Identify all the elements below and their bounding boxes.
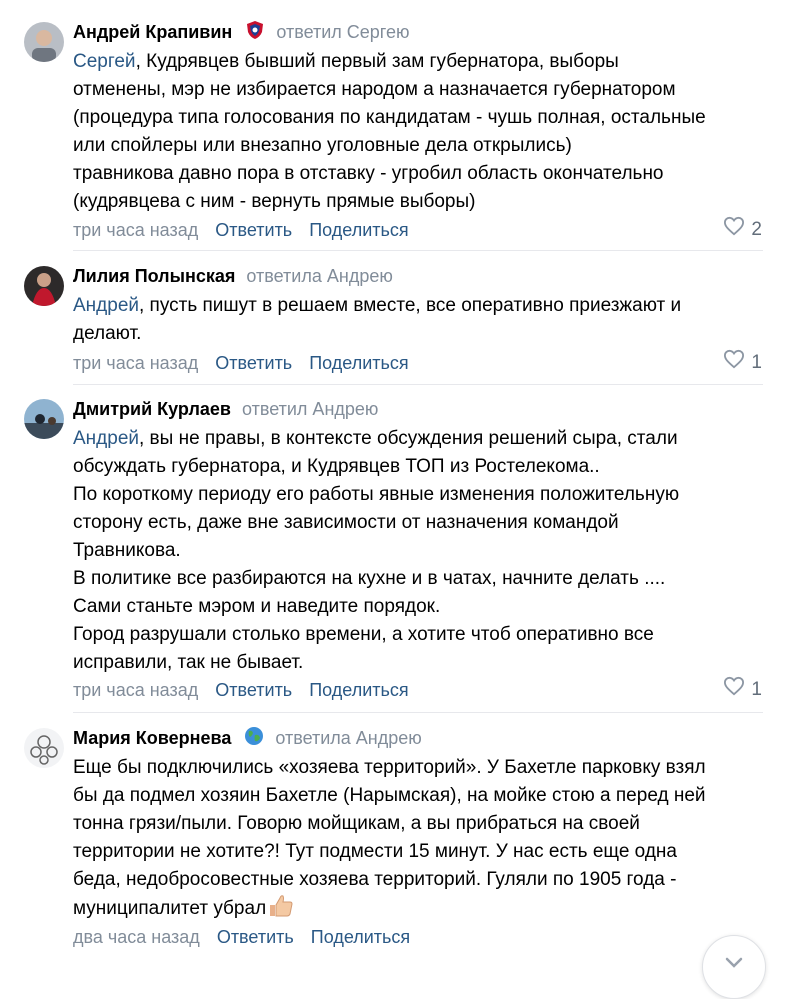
reply-to-text: ответила Андрею xyxy=(275,728,422,748)
text-line: , пусть пишут в решаем вместе, все оперативно приезжают и xyxy=(139,295,682,316)
share-button[interactable]: Поделиться xyxy=(309,353,409,373)
author-name[interactable]: Дмитрий Курлаев xyxy=(73,399,231,419)
reply-to-text: ответил Сергею xyxy=(276,22,410,42)
text-line: отменены, мэр не избирается народом а назначается губернатором xyxy=(73,79,676,100)
text-line: По короткому периоду его работы явные изменения положительную xyxy=(73,484,680,505)
text-line: (процедура типа голосования по кандидатам - чушь полная, остальные xyxy=(73,107,706,128)
comment-text xyxy=(73,425,773,677)
divider xyxy=(73,712,763,713)
club-badge-icon xyxy=(245,20,265,46)
comment-header xyxy=(73,397,378,421)
like-count: 1 xyxy=(751,351,762,373)
text-line: Сами станьте мэром и наведите порядок. xyxy=(73,596,441,617)
like-count: 1 xyxy=(751,678,762,700)
text-line: бы да подмел хозяин Бахетле (Нарымская), на мойке стою а перед ней xyxy=(73,785,706,806)
heart-icon xyxy=(723,216,745,243)
author-name[interactable]: Мария Ковернева xyxy=(73,728,232,748)
heart-icon xyxy=(723,676,745,703)
text-line: Травникова. xyxy=(73,540,181,561)
reply-to-text: ответила Андрею xyxy=(246,266,393,286)
text-line: Город разрушали столько времени, а хотите чтоб оперативно все xyxy=(73,624,654,645)
scroll-down-button[interactable] xyxy=(702,935,766,999)
text-line: , Кудрявцев бывший первый зам губернатора, выборы xyxy=(135,51,619,72)
author-name[interactable]: Лилия Полынская xyxy=(73,266,236,286)
text-line: травникова давно пора в отставку - угробил область окончательно xyxy=(73,163,664,184)
avatar[interactable] xyxy=(24,22,64,62)
divider xyxy=(73,384,763,385)
text-line: , вы не правы, в контексте обсуждения решений сыра, стали xyxy=(139,428,678,449)
globe-emoji-icon xyxy=(244,726,264,752)
comment-text xyxy=(73,754,773,927)
text-line: В политике все разбираются на кухне и в чатах, начните делать .... xyxy=(73,568,666,589)
comment-header xyxy=(73,264,393,288)
mention-link[interactable]: Сергей xyxy=(73,51,136,72)
divider xyxy=(73,250,763,251)
chevron-down-icon xyxy=(725,956,743,974)
timestamp[interactable]: три часа назад xyxy=(73,680,199,700)
comment-actions xyxy=(73,218,409,242)
timestamp[interactable]: три часа назад xyxy=(73,353,199,373)
text-line: (кудрявцева с ним - вернуть прямые выборы) xyxy=(73,191,476,212)
timestamp[interactable]: два часа назад xyxy=(73,927,200,947)
comment-actions xyxy=(73,351,409,375)
text-line: исправили, так не бывает. xyxy=(73,652,304,673)
thumbs-up-emoji-icon xyxy=(268,894,294,927)
text-line: или спойлеры или внезапно уголовные дела открылись) xyxy=(73,135,572,156)
reply-button[interactable]: Ответить xyxy=(215,680,293,700)
share-button[interactable]: Поделиться xyxy=(309,680,409,700)
heart-icon xyxy=(723,349,745,376)
avatar[interactable] xyxy=(24,399,64,439)
comment-actions xyxy=(73,678,409,702)
comment-header xyxy=(73,726,422,750)
share-button[interactable]: Поделиться xyxy=(310,927,411,947)
comment-text xyxy=(73,292,773,348)
text-line: Еще бы подключились «хозяева территорий». У Бахетле парковку взял xyxy=(73,757,706,778)
share-button[interactable]: Поделиться xyxy=(309,220,409,240)
text-line: муниципалитет убрал xyxy=(73,898,267,919)
like-button[interactable] xyxy=(723,216,762,243)
text-line: сторону есть, даже вне зависимости от назначения командой xyxy=(73,512,619,533)
reply-button[interactable]: Ответить xyxy=(216,927,294,947)
author-name[interactable]: Андрей Крапивин xyxy=(73,22,233,42)
text-line: территории не хотите?! Тут подмести 15 минут. У нас есть еще одна xyxy=(73,841,677,862)
mention-link[interactable]: Андрей xyxy=(73,428,139,449)
text-line: тонна грязи/пыли. Говорю мойщикам, а вы прибраться на своей xyxy=(73,813,640,834)
comment-actions xyxy=(73,925,410,949)
avatar[interactable] xyxy=(24,728,64,768)
avatar[interactable] xyxy=(24,266,64,306)
comment-text xyxy=(73,48,773,216)
text-line: обсуждать губернатора, и Кудрявцев ТОП из Ростелекома.. xyxy=(73,456,600,477)
reply-button[interactable]: Ответить xyxy=(215,353,293,373)
text-line: делают. xyxy=(73,323,142,344)
like-count: 2 xyxy=(751,218,762,240)
text-line: беда, недобросовестные хозяева территорий. Гуляли по 1905 года - xyxy=(73,869,677,890)
mention-link[interactable]: Андрей xyxy=(73,295,139,316)
like-button[interactable] xyxy=(723,676,762,703)
reply-to-text: ответил Андрею xyxy=(242,399,379,419)
reply-button[interactable]: Ответить xyxy=(215,220,293,240)
like-button[interactable] xyxy=(723,349,762,376)
comment-header xyxy=(73,20,409,44)
timestamp[interactable]: три часа назад xyxy=(73,220,199,240)
